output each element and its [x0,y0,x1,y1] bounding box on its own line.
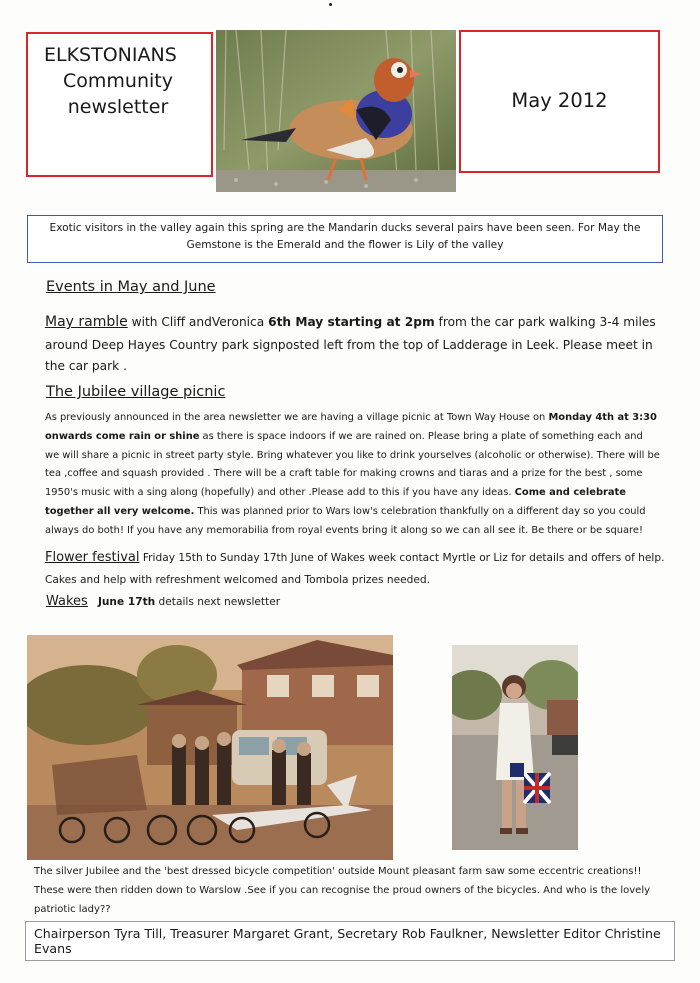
committee-footer [25,921,675,961]
may-ramble-time: 6th May starting at 2pm [268,315,435,329]
jubilee-welcome: Come and celebrate together all very welcome. [45,487,626,518]
jubilee-date: Monday 4th at 3:30 onwards come rain or shine [45,412,657,442]
title-line-2: Community [63,70,173,93]
flower-festival-text: Friday 15th to Sunday 17th June of Wakes week contact Myrtle or Liz for details and offers of help. Cakes and help with refreshment welcomed and Tombola prizes needed. [45,552,665,587]
jubilee-text-3: This was planned prior to Wars low's celebration thankfully on a different day so you could always do both! If you have any memorabilia from royal events bring it along so we can all see it. Be there or be square! [45,506,646,536]
jubilee-paragraph [45,409,660,541]
decorative-dot [329,3,332,6]
intro-box [27,215,663,263]
may-ramble-heading: May ramble [45,314,128,330]
title-line-1: ELKSTONIANS [44,44,177,66]
flower-festival-paragraph [45,545,665,591]
title-line-3: newsletter [67,96,169,119]
may-ramble-paragraph [45,310,665,377]
wakes-text: details next newsletter [155,596,281,608]
events-heading: Events in May and June [46,279,216,295]
jubilee-text-1: As previously announced in the area newsletter we are having a village picnic at Town Way House on [45,412,549,423]
bicycle-competition-photo [27,635,393,860]
flower-festival-heading: Flower festival [45,550,140,565]
date-box [459,30,660,173]
mandarin-duck-photo [216,30,456,192]
committee-list: Chairperson Tyra Till, Treasurer Margaret Grant, Secretary Rob Faulkner, Newsletter Editor Christine Evans [34,926,661,956]
wakes-date: June 17th [97,596,156,608]
wakes-heading: Wakes [46,594,88,609]
jubilee-heading: The Jubilee village picnic [46,384,226,400]
intro-text: Exotic visitors in the valley again this spring are the Mandarin ducks several pairs have been seen. For May the Gemstone is the Emerald and the flower is Lily of the valley [49,222,641,252]
wakes-paragraph [46,594,280,609]
may-ramble-text-2: from the car park walking 3-4 miles around Deep Hayes Country park signposted left from the top of Ladderage in Leek. Please meet in the car park . [45,315,656,373]
newsletter-date: May 2012 [511,89,608,113]
may-ramble-text-1: with Cliff andVeronica [127,315,269,329]
patriotic-lady-photo [452,645,578,850]
jubilee-text-2: as there is space indoors if we are rained on. Please bring a plate of something each and we will share a picnic in street party style. Bring whatever you like to drink yourselves (alcoholic or otherwise). There will be tea ,coffee and squash provided . There will be a craft table for making crowns and tiaras and a prize for the best , some 1950's music with a sing along (hopefully) and other .Please add to this if you have any ideas. [45,430,660,499]
title-box [26,32,213,177]
photo-caption: The silver Jubilee and the 'best dressed bicycle competition' outside Mount pleasant farm saw some eccentric creations!! These were then ridden down to Warslow .See if you can recognise the proud owners of the bicycles. And who is the lovely patriotic lady?? [34,866,651,915]
